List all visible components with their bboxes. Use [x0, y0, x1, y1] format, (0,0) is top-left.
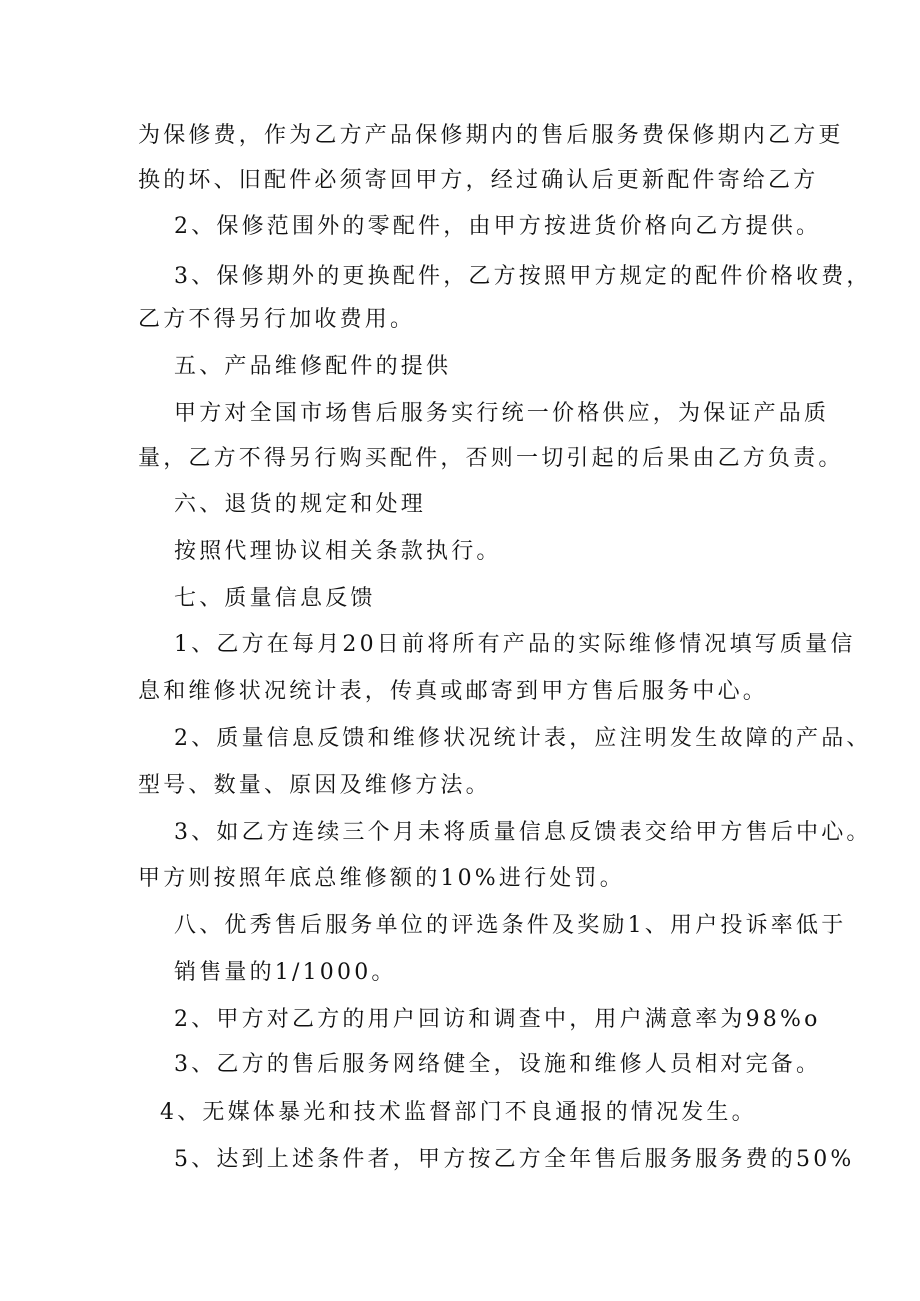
text-line-2: 换的坏、旧配件必须寄回甲方，经过确认后更新配件寄给乙方 [138, 168, 819, 193]
text-line-12: 1、乙方在每月20日前将所有产品的实际维修情况填写质量信 [174, 632, 856, 657]
text-line-3: 2、保修范围外的零配件，由甲方按进货价格向乙方提供。 [174, 214, 822, 239]
text-line-4: 3、保修期外的更换配件，乙方按照甲方规定的配件价格收费， [174, 264, 872, 289]
text-line-7: 甲方对全国市场售后服务实行统一价格供应，为保证产品质 [174, 401, 830, 426]
text-line-15: 型号、数量、原因及维修方法。 [138, 773, 491, 798]
text-line-19: 销售量的1/1000。 [174, 960, 397, 985]
text-line-16: 3、如乙方连续三个月未将质量信息反馈表交给甲方售后中心。 [174, 820, 872, 845]
section-heading-7: 七、质量信息反馈 [174, 586, 376, 611]
text-line-14: 2、质量信息反馈和维修状况统计表，应注明发生故障的产品、 [174, 726, 872, 751]
text-line-17: 甲方则按照年底总维修额的10%进行处罚。 [138, 866, 625, 891]
text-line-20: 2、甲方对乙方的用户回访和调查中，用户满意率为98%o [174, 1007, 821, 1032]
text-line-8: 量，乙方不得另行购买配件，否则一切引起的后果由乙方负责。 [138, 446, 844, 471]
section-heading-6: 六、退货的规定和处理 [174, 492, 427, 517]
text-line-1: 为保修费，作为乙方产品保修期内的售后服务费保修期内乙方更 [138, 123, 844, 148]
text-line-22: 4、无媒体暴光和技术监督部门不良通报的情况发生。 [160, 1100, 757, 1125]
text-line-23: 5、达到上述条件者，甲方按乙方全年售后服务服务费的50% [174, 1147, 855, 1172]
section-heading-5: 五、产品维修配件的提供 [174, 354, 452, 379]
text-line-13: 息和维修状况统计表，传真或邮寄到甲方售后服务中心。 [138, 679, 769, 704]
text-line-5: 乙方不得另行加收费用。 [138, 307, 416, 332]
text-line-21: 3、乙方的售后服务网络健全，设施和维修人员相对完备。 [174, 1052, 822, 1077]
section-heading-8: 八、优秀售后服务单位的评选条件及奖励1、用户投诉率低于 [174, 913, 847, 938]
text-line-10: 按照代理协议相关条款执行。 [174, 539, 502, 564]
